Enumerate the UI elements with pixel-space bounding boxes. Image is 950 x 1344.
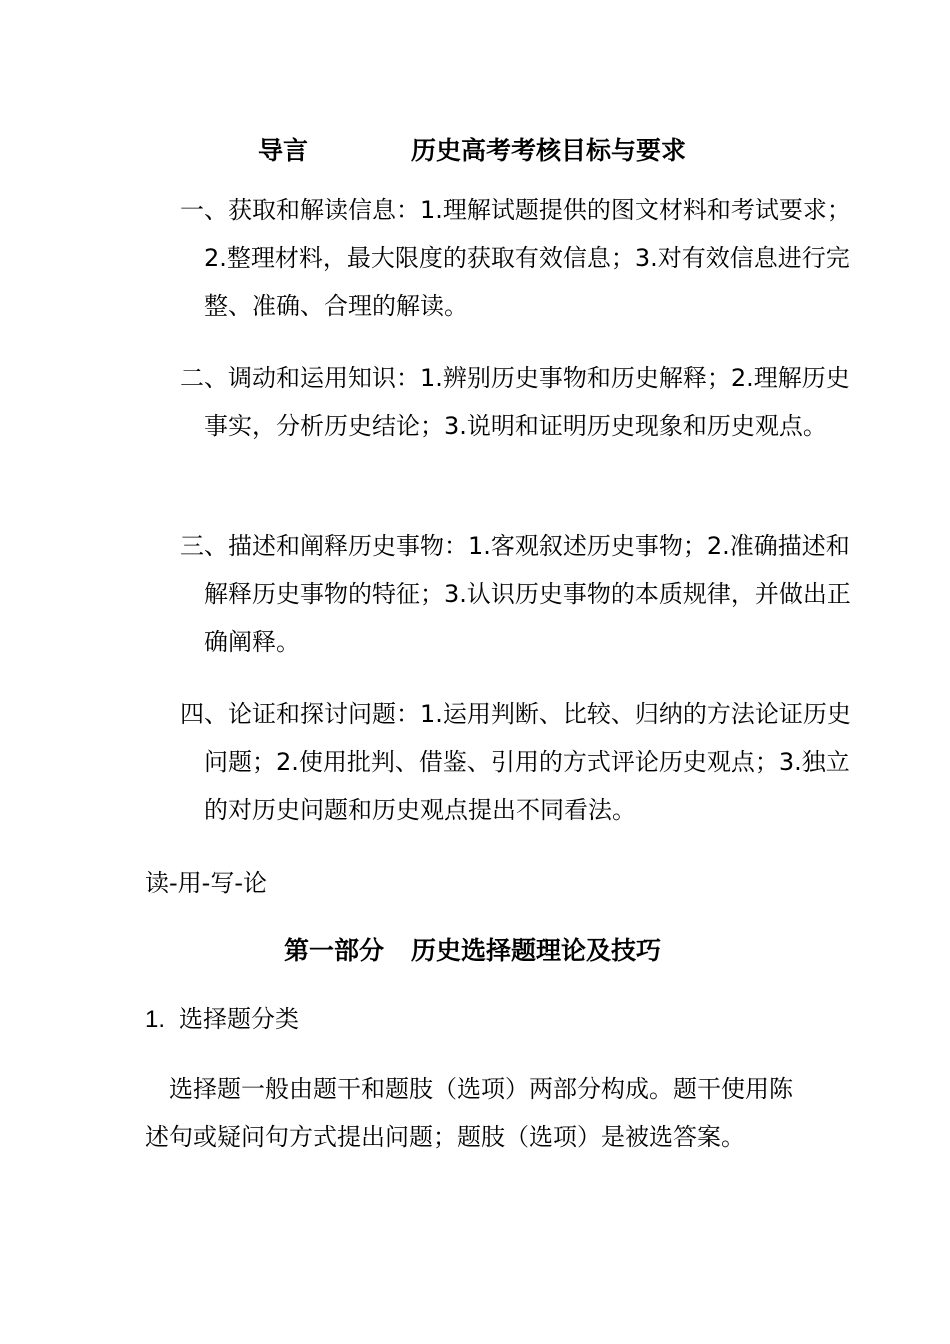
section-heading	[145, 995, 299, 1044]
part-heading	[0, 927, 950, 975]
heading-title: 历史高考考核目标与要求	[411, 136, 687, 165]
part-title: 历史选择题理论及技巧	[411, 936, 662, 965]
section-number: 1.	[145, 1006, 166, 1033]
page-heading	[0, 131, 950, 171]
objective-item-4: 四、论证和探讨问题：1.运用判断、比较、归纳的方法论证历史问题；2.使用批判、借鉴、引用的方式评论历史观点；3.独立的对历史问题和历史观点提出不同看法。	[180, 700, 851, 824]
body-paragraph: 选择题一般由题干和题肢（选项）两部分构成。题干使用陈述句或疑问句方式提出问题；题肢（选项）是被选答案。	[145, 1075, 793, 1151]
heading-intro: 导言	[258, 136, 309, 165]
objective-item-2: 二、调动和运用知识：1.辨别历史事物和历史解释；2.理解历史事实，分析历史结论；3.说明和证明历史现象和历史观点。	[180, 364, 850, 440]
section-title: 选择题分类	[179, 1005, 300, 1033]
objective-item-1: 一、获取和解读信息：1.理解试题提供的图文材料和考试要求；2.整理材料，最大限度的获取有效信息；3.对有效信息进行完整、准确、合理的解读。	[180, 196, 851, 320]
motto-line: 读-用-写-论	[145, 869, 267, 897]
part-label: 第一部分	[284, 936, 385, 965]
objective-item-3: 三、描述和阐释历史事物：1.客观叙述历史事物；2.准确描述和解释历史事物的特征；3.认识历史事物的本质规律，并做出正确阐释。	[180, 532, 851, 656]
